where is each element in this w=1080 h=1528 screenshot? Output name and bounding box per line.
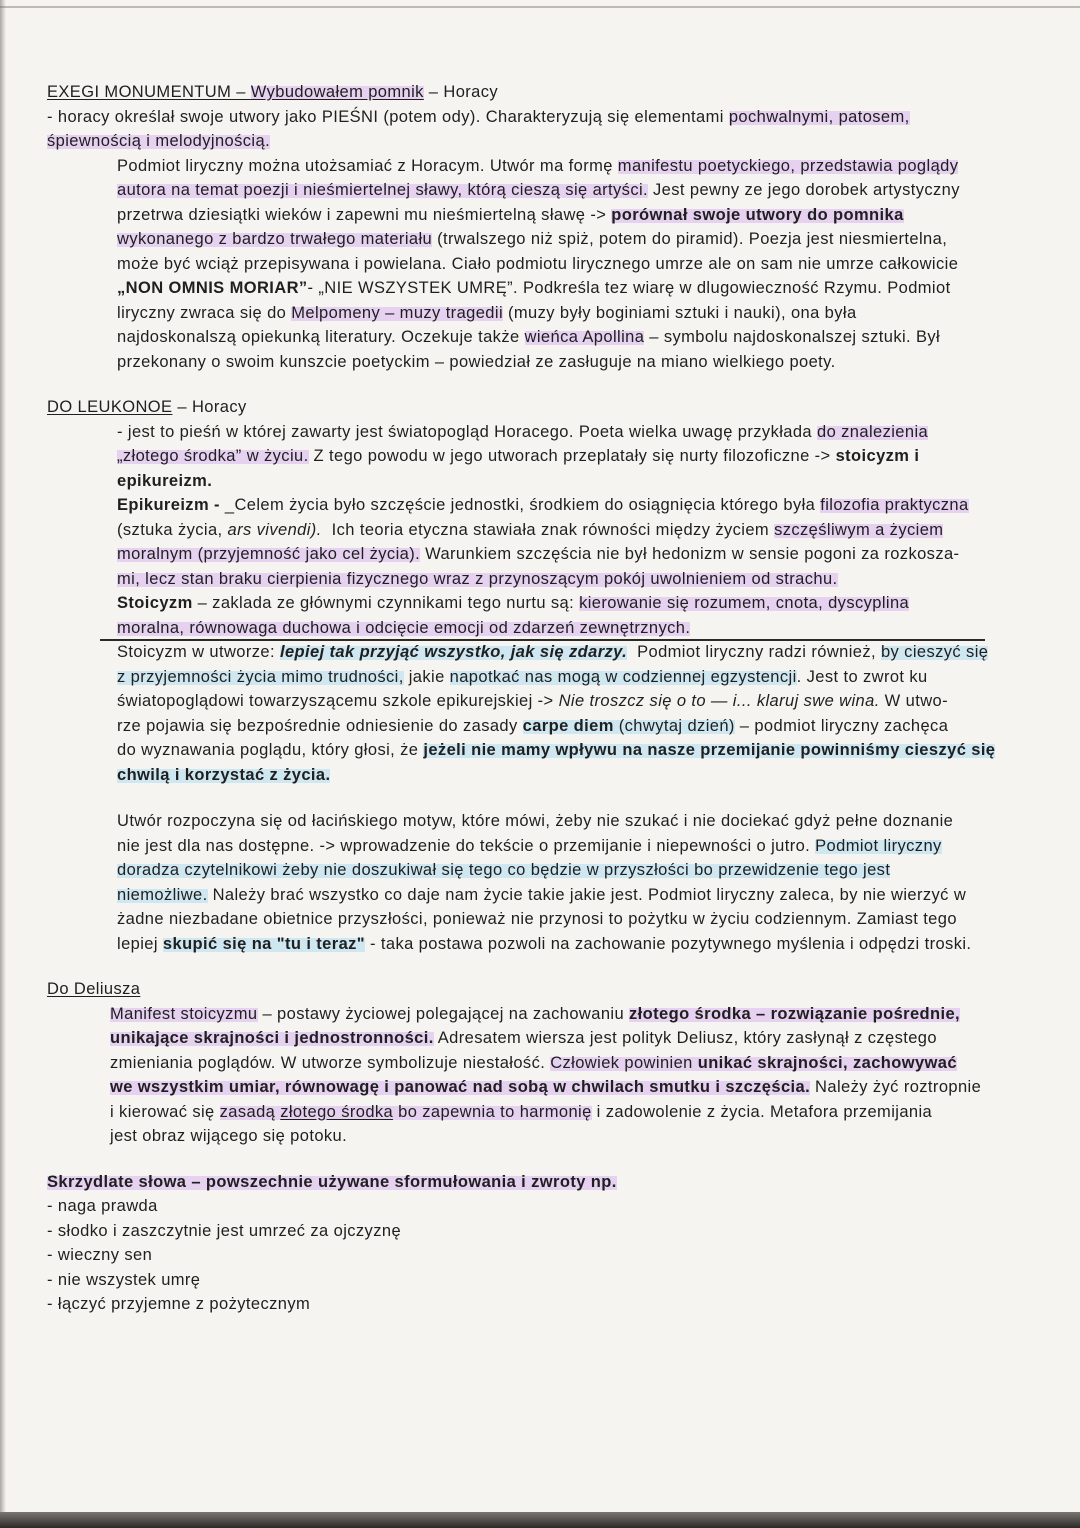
- text-line: [117, 301, 1080, 326]
- text-run: DO LEUKONOE: [47, 398, 173, 416]
- list-item: [47, 1219, 1080, 1244]
- text-line: [117, 763, 1080, 788]
- text-run: pochwalnymi, patosem,: [728, 107, 910, 126]
- text-line: [117, 714, 1080, 739]
- text-line: [47, 1170, 1080, 1195]
- text-run: może być wciąż przepisywana i powielana. Ciało podmiotu lirycznego umrze ale on sam nie umrze całkowicie: [117, 254, 959, 273]
- section-title: [47, 977, 1080, 1002]
- text-run: Należy brać wszystko co daje nam życie takie jakie jest. Podmiot liryczny zaleca, by nie wierzyć w: [207, 885, 967, 904]
- text-run: Podmiot liryczny radzi również,: [627, 643, 881, 661]
- notes-content: [0, 80, 1080, 1317]
- text-run: moralnym (przyjemność jako cel życia).: [117, 545, 421, 563]
- text-run: najdoskonalszą opiekunką literatury. Oczekuje także: [117, 328, 525, 346]
- text-line: [110, 1051, 1080, 1076]
- text-run: Melpomeny – muzy tragedii: [291, 303, 504, 322]
- stoicism-paragraph: [117, 591, 1080, 640]
- section-title: [47, 395, 1080, 420]
- text-run: (trwalszego niż spiż, potem do piramid). Poezja jest niesmiertelna,: [432, 230, 948, 248]
- text-line: [47, 129, 1080, 154]
- text-run: (sztuka życia,: [117, 520, 228, 539]
- text-run: - słodko i zaszczytnie jest umrzeć za ojczyznę: [47, 1221, 402, 1240]
- text-run: śpiewnością i melodyjnością.: [47, 132, 271, 150]
- text-run: ars vivendi).: [227, 520, 322, 539]
- text-line: [117, 227, 1080, 252]
- body-paragraph: [110, 1002, 1080, 1149]
- text-run: do znalezienia: [817, 422, 929, 441]
- text-run: światopoglądowi towarzyszącemu szkole epikurejskiej ->: [117, 692, 559, 710]
- list-item: [47, 1292, 1080, 1317]
- text-run: nie jest dla nas dostępne. -> wprowadzenie do tekście o przemijanie i niepewności o jutro.: [117, 836, 816, 855]
- scan-bottom-edge: [0, 1512, 1080, 1528]
- text-run: - horacy określał swoje utwory jako PIEŚNI (potem ody). Charakteryzują się elementami: [47, 107, 729, 126]
- text-run: rze pojawia się bezpośrednie odniesienie do zasady: [117, 716, 523, 735]
- text-line: [117, 252, 1080, 277]
- text-run: - łączyć przyjemne z pożytecznym: [47, 1295, 311, 1313]
- text-run: – Horacy: [423, 83, 499, 101]
- text-line: [117, 907, 1080, 932]
- text-run: Ich teoria etyczna stawiała znak równości między życiem: [321, 520, 775, 539]
- text-run: EXEGI MONUMENTUM –: [47, 83, 251, 101]
- text-run: do wyznawania poglądu, który głosi, że: [117, 741, 424, 759]
- text-line: [117, 689, 1080, 714]
- text-run: - „NIE WSZYSTEK UMRĘ”. Podkreśla tez wiarę w dlugowieczność Rzymu. Podmiot: [307, 279, 951, 297]
- text-line: [117, 325, 1080, 350]
- epicureanism-paragraph: [117, 493, 1080, 591]
- text-run: . Jest to zwrot ku: [796, 667, 928, 686]
- text-run: Utwór rozpoczyna się od łacińskiego motyw, które mówi, żeby nie szukać i nie dociekać gdyż pełne doznanie: [117, 812, 954, 830]
- text-line: [110, 1124, 1080, 1149]
- text-run: lepiej tak przyjąć wszystko, jak się zdarzy.: [279, 643, 628, 661]
- text-run: zasadą: [219, 1102, 281, 1121]
- text-run: żadne niezbadane obietnice przyszłości, ponieważ nie przynosi to pożytku w życiu codziennym. Zamiast tego: [117, 910, 957, 928]
- intro-paragraph: [117, 420, 1080, 494]
- winged-words-list: [47, 1194, 1080, 1317]
- text-line: [117, 203, 1080, 228]
- text-line: [117, 469, 1080, 494]
- text-run: Warunkiem szczęścia nie był hedonizm w sensie pogoni za rozkosza-: [420, 545, 960, 563]
- text-run: W utwo-: [879, 692, 948, 710]
- stoicism-in-poem-paragraph: [117, 640, 1080, 787]
- text-line: [117, 178, 1080, 203]
- text-run: „złotego środka” w życiu.: [117, 447, 309, 465]
- text-run: szczęśliwym a życiem: [774, 520, 944, 539]
- text-line: [117, 420, 1080, 445]
- text-run: moralna, równowaga duchowa i odcięcie emocji od zdarzeń zewnętrznych.: [117, 618, 691, 637]
- text-run: przetrwa dziesiątki wieków i zapewni mu nieśmiertelną sławę ->: [117, 205, 612, 224]
- text-run: Epikureizm -: [117, 496, 220, 514]
- text-run: _Celem życia było szczęście jednostki, środkiem do osiągnięcia którego była: [219, 496, 821, 514]
- text-run: - jest to pieśń w której zawarty jest światopogląd Horacego. Poeta wielka uwagę przykłada: [117, 422, 817, 441]
- text-run: skupić się na "tu i teraz": [162, 934, 366, 953]
- text-run: z przyjemności życia mimo trudności,: [117, 667, 404, 686]
- text-run: jest obraz wijącego się potoku.: [110, 1127, 348, 1145]
- text-line: [117, 883, 1080, 908]
- text-line: [47, 977, 1080, 1002]
- text-run: Manifest stoicyzmu: [110, 1004, 258, 1023]
- text-run: napotkać nas mogą w codziennej egzystencji: [449, 667, 797, 686]
- text-run: doradza czytelnikowi żeby nie doszukiwał się tego co będzie w przyszłości bo przewidzenie tego jest: [117, 861, 891, 879]
- text-run: manifestu poetyckiego, przedstawia poglądy: [617, 156, 959, 175]
- text-line: [117, 154, 1080, 179]
- text-run: carpe diem: [522, 716, 614, 735]
- text-line: [117, 542, 1080, 567]
- list-item: [47, 1243, 1080, 1268]
- text-line: [117, 567, 1080, 592]
- list-item: [47, 1268, 1080, 1293]
- text-run: Człowiek powinien: [550, 1053, 698, 1072]
- text-line: [117, 518, 1080, 543]
- text-run: jeżeli nie mamy wpływu na nasze przemijanie powinniśmy cieszyć się: [423, 741, 996, 759]
- text-line: [117, 834, 1080, 859]
- text-run: Należy żyć roztropnie: [810, 1078, 982, 1096]
- scan-top-edge: [0, 6, 1080, 8]
- text-run: (muzy były boginiami sztuki i nauki), ona była: [503, 303, 857, 322]
- text-line: [110, 1002, 1080, 1027]
- text-run: i zadowolenie z życia. Metafora przemijania: [591, 1102, 933, 1121]
- intro-paragraph: [47, 105, 1080, 154]
- text-line: [117, 809, 1080, 834]
- text-line: [117, 738, 1080, 763]
- text-line: [117, 444, 1080, 469]
- text-line: [110, 1100, 1080, 1125]
- text-run: chwilą i korzystać z życia.: [117, 765, 331, 784]
- text-run: lepiej: [117, 934, 163, 953]
- section-skrzydlate-slowa: [0, 1170, 1080, 1317]
- text-line: [117, 665, 1080, 690]
- text-run: złotego środka: [280, 1102, 394, 1121]
- text-run: - taka postawa pozwoli na zachowanie pozytywnego myślenia i odpędzi troski.: [365, 934, 972, 953]
- text-line: [117, 616, 1080, 641]
- text-run: – Horacy: [172, 398, 247, 416]
- text-run: – podmiot liryczny zachęca: [734, 716, 949, 735]
- text-run: niemożliwe.: [117, 885, 208, 904]
- text-run: – postawy życiowej polegającej na zachowaniu: [257, 1004, 630, 1023]
- text-run: zmieniania poglądów. W utworze symbolizuje niestałość.: [110, 1053, 551, 1072]
- text-run: wykonanego z bardzo trwałego materiału: [117, 230, 433, 248]
- text-line: [47, 105, 1080, 130]
- text-run: Podmiot liryczny: [815, 836, 942, 855]
- text-line: [117, 276, 1080, 301]
- text-run: wieńca Apollina: [524, 328, 645, 346]
- section-exegi-monumentum: [0, 80, 1080, 374]
- text-run: Z tego powodu w jego utworach przeplatały się nurty filozoficzne ->: [308, 447, 836, 465]
- text-line: [117, 858, 1080, 883]
- body-paragraph: [117, 154, 1080, 375]
- text-run: - naga prawda: [47, 1197, 158, 1215]
- text-run: Wybudowałem pomnik: [250, 83, 424, 101]
- text-run: przekonany o swoim kunszcie poetyckim – powiedział ze zasługuje na miano wielkiego poety.: [117, 352, 836, 371]
- text-run: Do Deliusza: [47, 980, 141, 998]
- poem-opening-paragraph: [117, 809, 1080, 956]
- text-run: autora na temat poezji i nieśmiertelnej sławy, którą cieszą się artyści.: [117, 181, 649, 199]
- text-run: unikać skrajności, zachowywać: [697, 1053, 957, 1072]
- text-run: i kierować się: [110, 1102, 220, 1121]
- text-run: epikureizm.: [117, 471, 213, 490]
- text-run: bo zapewnia to harmonię: [393, 1102, 592, 1121]
- text-run: - nie wszystek umrę: [47, 1270, 201, 1289]
- text-line: [47, 395, 1080, 420]
- text-line: [110, 1075, 1080, 1100]
- text-run: złotego środka – rozwiązanie pośrednie,: [629, 1004, 961, 1023]
- text-run: by cieszyć się: [880, 643, 989, 661]
- text-run: Podmiot liryczny można utożsamiać z Horacym. Utwór ma formę: [117, 156, 618, 175]
- text-line: [117, 493, 1080, 518]
- text-run: Nie troszcz się o to — i... klaruj swe wina.: [558, 692, 880, 710]
- text-run: Stoicyzm w utworze:: [117, 643, 280, 661]
- text-line: [117, 640, 1080, 665]
- text-run: Skrzydlate słowa – powszechnie używane sformułowania i zwroty np.: [47, 1172, 617, 1191]
- text-line: [117, 591, 1080, 616]
- text-run: Stoicyzm: [117, 594, 193, 612]
- text-run: – zaklada ze głównymi czynnikami tego nurtu są:: [192, 594, 580, 612]
- section-do-deliusza: [0, 977, 1080, 1149]
- text-run: kierowanie się rozumem, cnota, dyscyplina: [579, 594, 910, 612]
- text-run: porównał swoje utwory do pomnika: [611, 205, 904, 224]
- text-line: [117, 932, 1080, 957]
- section-title: [47, 80, 1080, 105]
- text-run: - wieczny sen: [47, 1246, 153, 1264]
- text-run: „NON OMNIS MORIAR”: [117, 279, 308, 297]
- text-run: mi, lecz stan braku cierpienia fizycznego wraz z przynoszącym pokój uwolnieniem od strachu.: [117, 569, 838, 588]
- text-line: [117, 350, 1080, 375]
- text-run: Adresatem wiersza jest polityk Deliusz, który zasłynął z częstego: [433, 1029, 937, 1047]
- text-line: [110, 1026, 1080, 1051]
- text-run: unikające skrajności i jednostronności.: [110, 1029, 434, 1047]
- text-run: stoicyzm i: [835, 447, 920, 465]
- text-run: – symbolu najdoskonalszej sztuki. Był: [644, 328, 941, 346]
- text-run: Jest pewny ze jego dorobek artystyczny: [648, 181, 960, 199]
- text-line: [47, 80, 1080, 105]
- text-run: filozofia praktyczna: [820, 496, 969, 514]
- section-title: [47, 1170, 1080, 1195]
- text-run: liryczny zwraca się do: [117, 303, 292, 322]
- text-run: (chwytaj dzień): [613, 716, 735, 735]
- section-do-leukonoe: [0, 395, 1080, 956]
- list-item: [47, 1194, 1080, 1219]
- text-run: we wszystkim umiar, równowagę i panować nad sobą w chwilach smutku i szczęścia.: [110, 1078, 811, 1096]
- text-run: jakie: [403, 667, 450, 686]
